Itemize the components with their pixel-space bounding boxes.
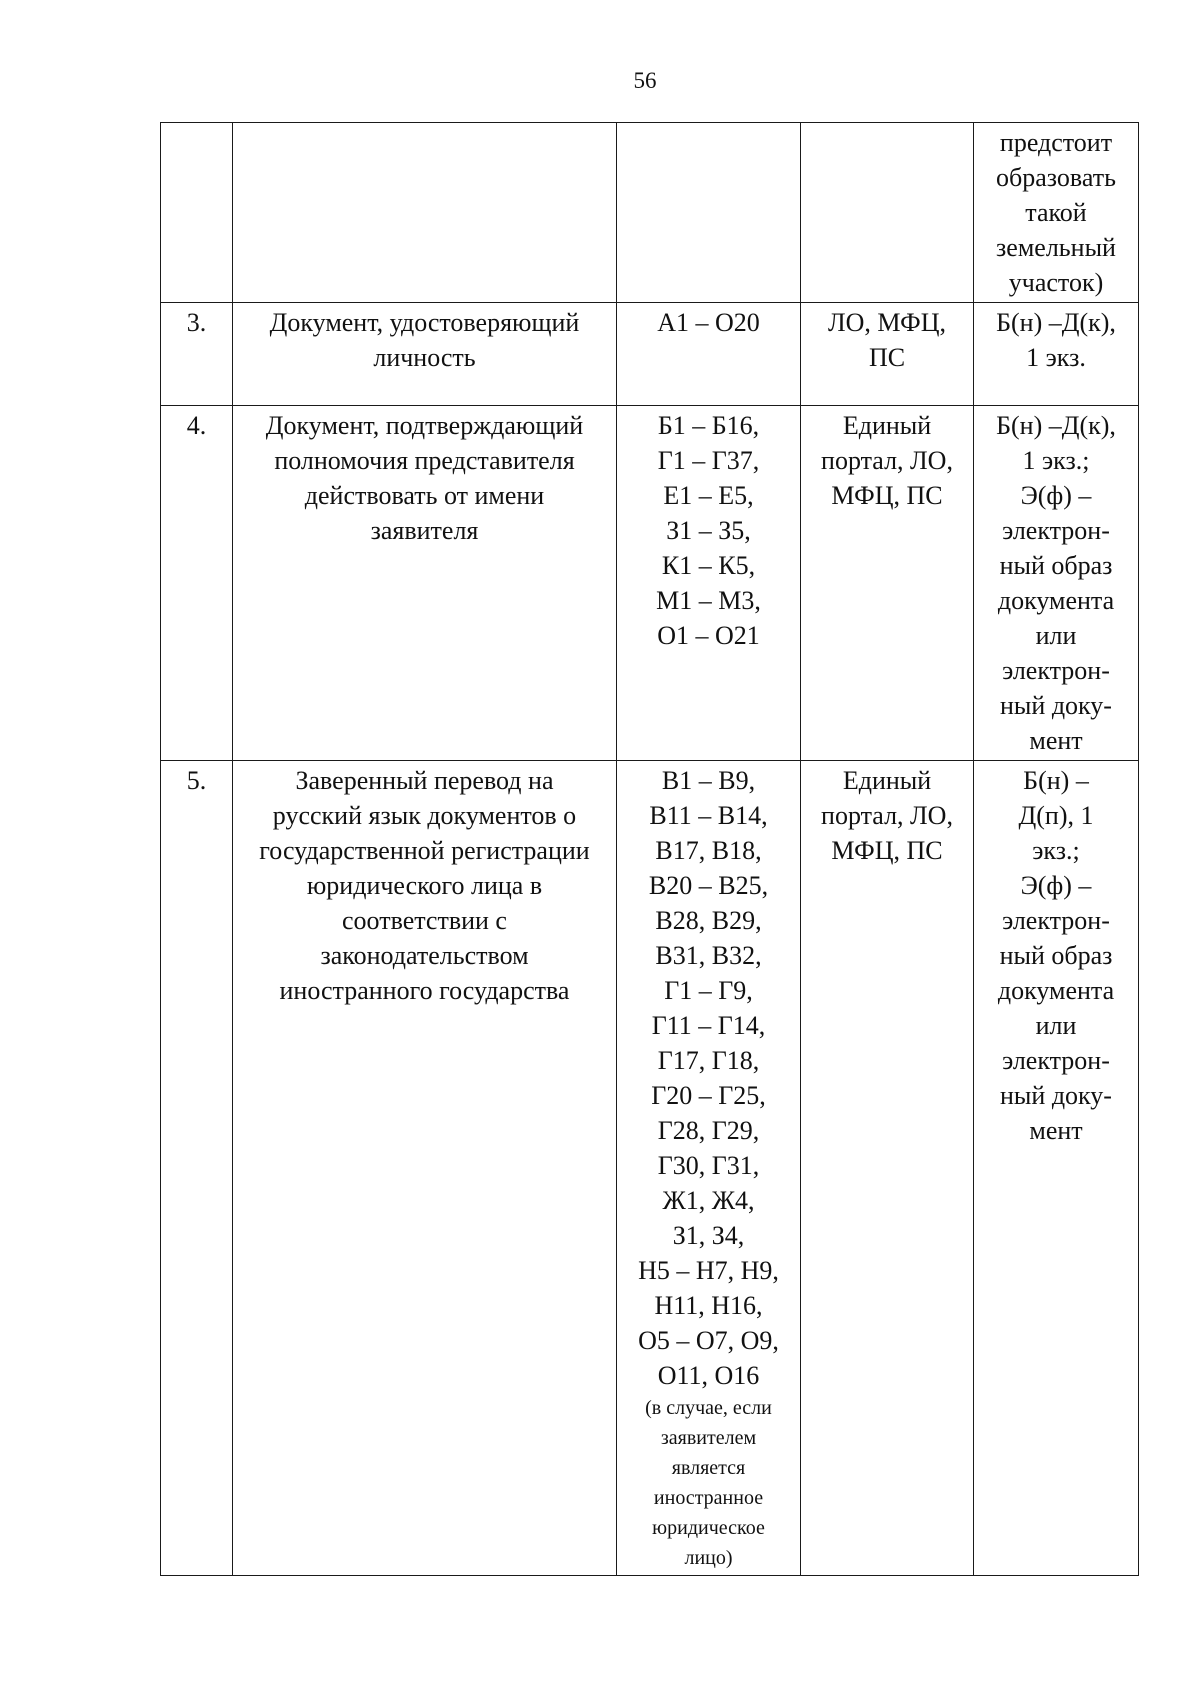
place-line: портал, ЛО,	[821, 801, 953, 830]
form-line: Д(п), 1	[1018, 801, 1094, 830]
form-line: 1 экз.;	[1022, 446, 1090, 475]
submission-place-cell	[801, 761, 974, 1576]
form-line: Б(н) –	[1023, 766, 1089, 795]
form-line: Б(н) –Д(к),	[996, 308, 1116, 337]
name-line: Документ, удостоверяющий	[269, 308, 580, 337]
documents-table	[160, 122, 1139, 1576]
submission-place-cell	[801, 123, 974, 303]
codes-note-line: является	[671, 1457, 746, 1479]
table-row	[161, 761, 1139, 1576]
name-line: русский язык документов о	[272, 801, 577, 830]
form-line: ный доку-	[1000, 1081, 1112, 1110]
codes-line: Г30, Г31,	[657, 1151, 760, 1180]
form-line: ный образ	[999, 941, 1113, 970]
place-line: портал, ЛО,	[821, 446, 953, 475]
codes-line: О1 – О21	[657, 621, 760, 650]
name-line: законодательством	[320, 941, 529, 970]
form-line: Э(ф) –	[1020, 871, 1092, 900]
form-line: участок)	[1008, 268, 1104, 297]
document-name-cell	[233, 761, 617, 1576]
form-line: образовать	[996, 163, 1116, 192]
codes-line: В28, В29,	[655, 906, 762, 935]
codes-line: О11, О16	[657, 1361, 760, 1390]
codes-line: Г20 – Г25,	[651, 1081, 766, 1110]
name-line: заявителя	[370, 516, 479, 545]
applicant-codes-cell	[617, 303, 801, 406]
page-number: 56	[633, 68, 657, 93]
submission-place-cell	[801, 303, 974, 406]
codes-line: В17, В18,	[655, 836, 762, 865]
place-line: Единый	[842, 411, 932, 440]
codes-line: О5 – О7, О9,	[638, 1326, 779, 1355]
form-line: электрон-	[1002, 516, 1110, 545]
document-form-cell	[974, 303, 1139, 406]
form-line: мент	[1029, 1116, 1083, 1145]
name-line: личность	[373, 343, 476, 372]
codes-line: Ж1, Ж4,	[662, 1186, 755, 1215]
place-line: МФЦ, ПС	[831, 836, 943, 865]
place-line: МФЦ, ПС	[831, 481, 943, 510]
form-line: электрон-	[1002, 906, 1110, 935]
codes-line: К1 – К5,	[661, 551, 756, 580]
codes-line: Г1 – Г37,	[657, 446, 760, 475]
codes-line: Г17, Г18,	[657, 1046, 760, 1075]
form-line: Э(ф) –	[1020, 481, 1092, 510]
codes-line: Г28, Г29,	[657, 1116, 760, 1145]
form-line: документа	[997, 976, 1115, 1005]
form-line: документа	[997, 586, 1115, 615]
table-row	[161, 406, 1139, 761]
document-form-cell	[974, 123, 1139, 303]
form-line: ный образ	[999, 551, 1113, 580]
codes-line: В31, В32,	[655, 941, 762, 970]
form-line: или	[1035, 621, 1077, 650]
name-line: полномочия представителя	[274, 446, 575, 475]
codes-line: З1, З4,	[672, 1221, 745, 1250]
codes-line: В20 – В25,	[648, 871, 769, 900]
codes-line: Н11, Н16,	[654, 1291, 763, 1320]
place-line: Единый	[842, 766, 932, 795]
codes-line: З1 – З5,	[666, 516, 751, 545]
codes-note-line: лицо)	[684, 1547, 733, 1569]
place-line: ЛО, МФЦ,	[827, 308, 946, 337]
form-line: ный доку-	[1000, 691, 1112, 720]
codes-note-line: иностранное	[653, 1487, 764, 1509]
codes-line: В1 – В9,	[661, 766, 756, 795]
document-name-cell	[233, 406, 617, 761]
codes-line: Б1 – Б16,	[657, 411, 760, 440]
name-line: государственной регистрации	[259, 836, 590, 865]
place-line: ПС	[868, 343, 906, 372]
form-line: или	[1035, 1011, 1077, 1040]
name-line: действовать от имени	[304, 481, 545, 510]
codes-note-line: (в случае, если	[645, 1397, 772, 1419]
form-line: экз.;	[1032, 836, 1080, 865]
codes-line: А1 – О20	[657, 308, 760, 337]
document-form-cell	[974, 406, 1139, 761]
form-line: предстоит	[999, 128, 1113, 157]
form-line: земельный	[996, 233, 1116, 262]
applicant-codes-cell	[617, 761, 801, 1576]
codes-line: М1 – М3,	[656, 586, 761, 615]
form-line: Б(н) –Д(к),	[996, 411, 1116, 440]
name-line: Документ, подтверждающий	[265, 411, 584, 440]
row-number: 5.	[161, 761, 233, 1576]
codes-note-line: юридическое	[652, 1517, 765, 1539]
form-line: электрон-	[1002, 1046, 1110, 1075]
codes-line: В11 – В14,	[649, 801, 768, 830]
name-line: юридического лица в	[306, 871, 543, 900]
submission-place-cell	[801, 406, 974, 761]
row-number	[161, 123, 233, 303]
codes-note-line: заявителем	[660, 1427, 757, 1449]
row-number: 3.	[161, 303, 233, 406]
form-line: 1 экз.	[1026, 343, 1086, 372]
name-line: иностранного государства	[279, 976, 570, 1005]
row-number: 4.	[161, 406, 233, 761]
applicant-codes-cell	[617, 406, 801, 761]
codes-line: Г1 – Г9,	[664, 976, 753, 1005]
document-name-cell	[233, 123, 617, 303]
form-line: такой	[1025, 198, 1087, 227]
document-name-cell	[233, 303, 617, 406]
table-row	[161, 123, 1139, 303]
form-line: электрон-	[1002, 656, 1110, 685]
name-line: Заверенный перевод на	[295, 766, 554, 795]
form-line: мент	[1029, 726, 1083, 755]
codes-line: Г11 – Г14,	[651, 1011, 766, 1040]
name-line: соответствии с	[342, 906, 507, 935]
codes-line: Н5 – Н7, Н9,	[638, 1256, 779, 1285]
codes-line: Е1 – Е5,	[663, 481, 754, 510]
document-form-cell	[974, 761, 1139, 1576]
applicant-codes-cell	[617, 123, 801, 303]
table-row	[161, 303, 1139, 406]
